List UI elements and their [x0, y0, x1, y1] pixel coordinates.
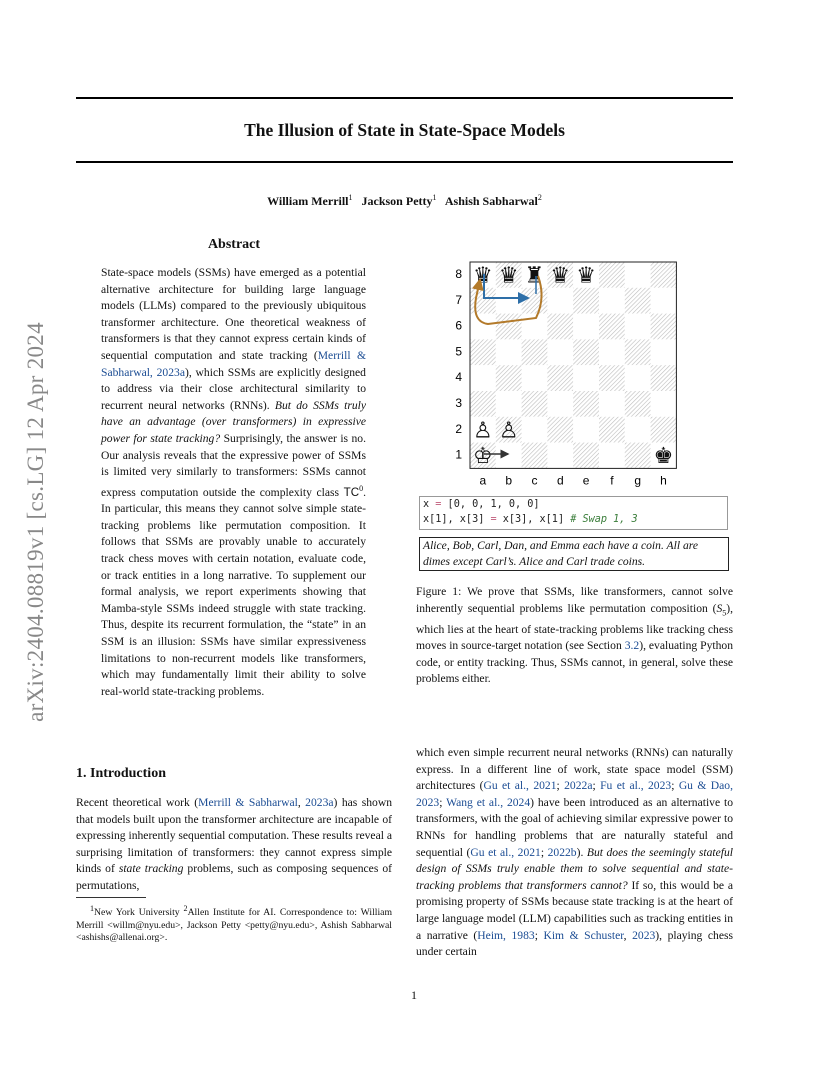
black-rook-icon: ♜ — [524, 263, 545, 289]
board-square — [522, 417, 548, 443]
board-square — [496, 288, 522, 314]
board-square — [573, 417, 599, 443]
board-square — [496, 339, 522, 365]
white-king-icon: ♔ — [473, 444, 493, 470]
rank-label: 7 — [455, 292, 462, 307]
introduction-text: Recent theoretical work (Merrill & Sabharwal, 2023a) has shown that models built upon the transformer architecture are incapable of expressing inherently sequential computation. These results reveal a surprising limitation of transformers: they cannot express simple kinds of state tracking problems, such as composing sequences of permutations, — [76, 796, 393, 892]
board-square — [625, 339, 651, 365]
board-square — [522, 443, 548, 469]
citation-link[interactable]: Fu et al., 2023 — [600, 779, 672, 793]
citation-link[interactable]: 2023a — [305, 796, 334, 809]
arxiv-identifier: arXiv:2404.08819v1 [cs.LG] 12 Apr 2024 — [23, 322, 48, 722]
board-square — [651, 288, 677, 314]
citation-link[interactable]: Merrill & Sabharwal, 2023a — [101, 348, 366, 379]
citation-link[interactable]: Gu & Dao, 2023 — [416, 779, 733, 809]
board-square — [599, 443, 625, 469]
board-square — [651, 391, 677, 417]
board-square — [651, 314, 677, 340]
file-label: d — [556, 473, 564, 488]
black-queen-icon: ♛ — [498, 263, 519, 289]
board-square — [625, 288, 651, 314]
citation-link[interactable]: Gu et al., 2021 — [470, 845, 541, 859]
author-name: Ashish Sabharwal — [444, 194, 538, 208]
board-square — [573, 288, 599, 314]
white-pawn-icon: ♙ — [473, 418, 493, 444]
author-name: William Merrill — [267, 194, 349, 208]
board-square — [547, 365, 573, 391]
rank-label: 3 — [455, 395, 462, 410]
board-square — [573, 443, 599, 469]
board-square — [470, 339, 496, 365]
citation-link[interactable]: 2023 — [632, 928, 656, 942]
board-square — [599, 314, 625, 340]
section-link[interactable]: 3.2 — [624, 639, 640, 653]
citation-link[interactable]: 2022a — [564, 779, 593, 793]
file-label: a — [479, 473, 487, 488]
black-queen-icon: ♛ — [473, 263, 493, 289]
entity-tracking-story: Alice, Bob, Carl, Dan, and Emma each have a coin. All are dimes except Carl’s. Alice and Carl trade coins. — [419, 537, 729, 571]
board-square — [496, 314, 522, 340]
footnote: $^1$New York University $^2$Allen Institute for AI. Correspondence to: William Merrill <willm@nyu.edu>, Jackson Petty <petty@nyu.edu>, Ashish Sabharwal <ashishs@allenai.org>. — [76, 904, 392, 944]
board-square — [547, 391, 573, 417]
board-square — [573, 391, 599, 417]
chess-board-figure — [450, 258, 690, 488]
paper-title: The Illusion of State in State-Space Models — [244, 120, 565, 140]
file-labels — [480, 473, 667, 487]
board-square — [573, 339, 599, 365]
rank-label: 4 — [455, 370, 462, 385]
black-queen-icon: ♛ — [576, 263, 596, 289]
citation-link[interactable]: Wang et al., 2024 — [446, 795, 531, 809]
board-square — [651, 417, 677, 443]
board-square — [599, 391, 625, 417]
abstract-text: State-space models (SSMs) have emerged as a potential alternative architecture for building large language models (LLMs) compared to the previously ubiquitous transformer architecture. One theoretical weakness of transformers is that they cannot express certain kinds of sequential computation and state tracking (Merrill & Sabharwal, 2023a), which SSMs are explicitly designed to address via their close architectural similarity to recurrent neural networks (RNNs). But do SSMs truly have an advantage (over transformers) in expressive power for state tracking? Surprisingly, the answer is no. Our analysis reveals that the expressive power of SSMs is limited very similarly to transformers: SSMs cannot express computation outside the complexity class $TC^0$. In particular, this means they cannot solve simple state-tracking problems like permutation composition. It follows that SSMs are provably unable to accurately track chess moves with certain notation, evaluate code, or track entities in a long narrative. To supplement our formal analysis, we report experiments showing that Mamba-style SSMs indeed struggle with state tracking. Thus, despite its recurrent formulation, the “state” in an SSM is an illusion: SSMs have similar expressiveness limitations to non-recurrent models like transformers, which may fundamentally limit their ability to solve real-world state-tracking problems. — [101, 266, 366, 698]
board-square — [470, 365, 496, 391]
board-square — [547, 314, 573, 340]
board-square — [651, 339, 677, 365]
figure-caption: Figure 1: We prove that SSMs, like transformers, cannot solve inherently sequential problems like permutation composition $(S_5)$, which lies at the heart of state-tracking problems like tracking chess moves in source-target notation (see Section 3.2), evaluating Python code, or entity tracking. Thus, SSMs cannot, in general, solve these problems either. — [416, 585, 733, 686]
python-code-box — [419, 496, 728, 530]
board-square — [625, 262, 651, 288]
board-square — [573, 314, 599, 340]
board-square — [625, 391, 651, 417]
board-square — [496, 443, 522, 469]
board-square — [599, 339, 625, 365]
arxiv-sidebar — [0, 0, 70, 1072]
right-column-text: which even simple recurrent neural networks (RNNs) can naturally express. In a different line of work, state space model (SSM) architectures (Gu et al., 2021; 2022a; Fu et al., 2023; Gu & Dao, 2023; Wang et al., 2024) have been introduced as an alternative to transformers, with the goal of achieving similar expressive power to RNNs for handling problems that are naturally stateful and sequential (Gu et al., 2021; 2022b). But does the seemingly stateful design of SSMs truly enable them to solve sequential and state-tracking problems that transformers cannot? If so, this would be a promising property of SSMs because state tracking is at the heart of large language model (LLM) capabilities such as tracking entities in a narrative (Heim, 1983; Kim & Schuster, 2023), playing chess under certain — [416, 746, 734, 959]
author-list: William Merrill$^1$ Jackson Petty$^1$ Ashish Sabharwal$^2$ — [267, 193, 542, 208]
board-square — [599, 365, 625, 391]
board-square — [522, 339, 548, 365]
board-square — [625, 365, 651, 391]
board-square — [625, 417, 651, 443]
rank-label: 2 — [455, 421, 462, 436]
rank-label: 6 — [455, 318, 462, 333]
black-queen-icon: ♛ — [550, 263, 571, 289]
board-square — [496, 365, 522, 391]
footnote-rule — [76, 897, 146, 898]
citation-link[interactable]: Merrill & Sabharwal — [198, 796, 298, 809]
rank-label: 5 — [455, 344, 462, 359]
rank-labels — [455, 267, 462, 462]
board-square — [547, 339, 573, 365]
rank-label: 8 — [455, 266, 462, 281]
board-square — [651, 262, 677, 288]
file-label: b — [505, 473, 513, 488]
board-square — [599, 262, 625, 288]
abstract-heading: Abstract — [207, 237, 261, 252]
board-square — [496, 391, 522, 417]
section-heading-introduction: 1. Introduction — [76, 766, 166, 781]
white-pawn-icon: ♙ — [498, 418, 519, 444]
citation-link[interactable]: 2022b — [547, 845, 577, 859]
board-square — [522, 288, 548, 314]
citation-link[interactable]: Gu et al., 2021 — [483, 779, 557, 793]
board-square — [599, 417, 625, 443]
rank-label: 1 — [455, 447, 462, 462]
board-square — [573, 365, 599, 391]
author-name: Jackson Petty — [361, 194, 433, 208]
top-rule — [76, 97, 733, 99]
board-square — [470, 314, 496, 340]
board-square — [547, 443, 573, 469]
code-line: x = [0, 0, 1, 0, 0] — [423, 499, 540, 510]
board-square — [547, 288, 573, 314]
file-label: e — [582, 473, 590, 488]
black-king-icon: ♚ — [653, 444, 674, 470]
code-line: x[1], x[3] = x[3], x[1] # Swap 1, 3 — [423, 514, 638, 525]
citation-link[interactable]: Kim & Schuster — [543, 928, 624, 942]
board-square — [470, 288, 496, 314]
chessboard — [470, 262, 676, 469]
citation-link[interactable]: Heim, 1983 — [477, 928, 535, 942]
file-label: h — [660, 473, 667, 488]
board-square — [625, 443, 651, 469]
board-square — [522, 391, 548, 417]
file-label: f — [610, 473, 614, 488]
page-number: 1 — [411, 988, 417, 1002]
board-square — [522, 365, 548, 391]
file-label: c — [531, 473, 538, 488]
title-bottom-rule — [76, 161, 733, 163]
board-square — [599, 288, 625, 314]
board-square — [651, 365, 677, 391]
file-label: g — [634, 473, 642, 488]
board-square — [547, 417, 573, 443]
board-square — [470, 391, 496, 417]
board-square — [625, 314, 651, 340]
